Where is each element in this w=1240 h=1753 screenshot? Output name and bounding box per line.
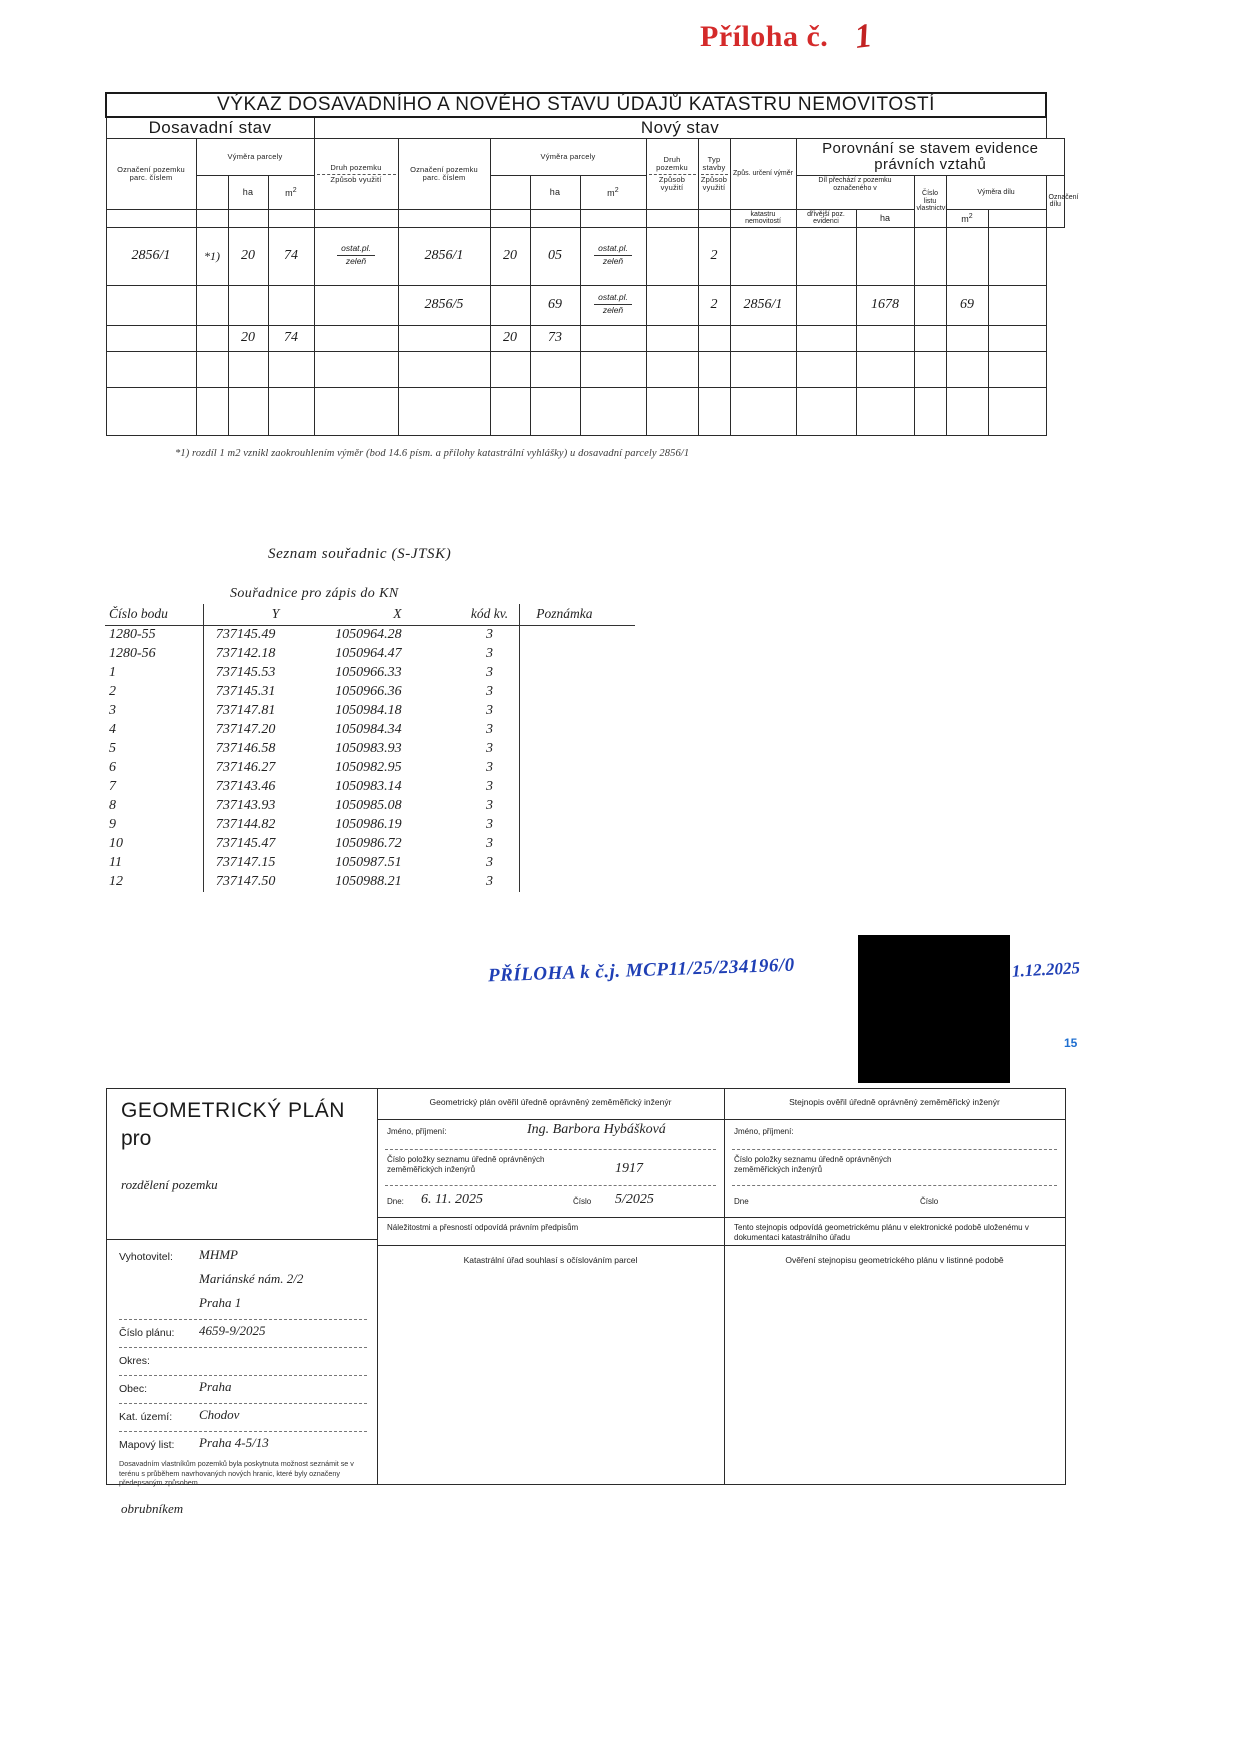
group-header-old: Dosavadní stav: [106, 117, 314, 138]
cell-dil-ha: [914, 227, 946, 285]
spacer-a11: [698, 209, 730, 227]
mid-footer: Náležitostmi a přesností odpovídá právním předpisům: [387, 1223, 579, 1232]
coord-y: 737145.31: [203, 683, 335, 702]
right-footer: Tento stejnopis odpovídá geometrickému plánu v elektronické podobě uloženému v dokumentaci katastrálního úřadu: [734, 1223, 1029, 1243]
coord-kod: 3: [485, 684, 493, 699]
totals-new-m2: 73: [530, 325, 580, 351]
blank2-9: [580, 387, 646, 435]
coord-pozn: [520, 797, 635, 816]
cell-old-m2: 74: [268, 227, 314, 285]
coord-row: [105, 854, 635, 873]
right-bottom-header: Ověření stejnopisu geometrického plánu v listinné podobě: [785, 1255, 1004, 1265]
cislo-planu-label: Číslo plánu:: [119, 1327, 175, 1339]
right-dne-label: Dne: [734, 1197, 749, 1206]
mapovy-list-value: Praha 4-5/13: [199, 1435, 269, 1450]
coord-kod: 3: [485, 722, 493, 737]
mid-cislo-label: Číslo: [573, 1197, 592, 1206]
right-polozka-label: Číslo položky seznamu úředně oprávněných zeměměřických inženýrů: [734, 1155, 892, 1175]
coord-kod: 3: [485, 874, 493, 889]
coord-y: 737146.27: [203, 759, 335, 778]
vyhotovitel-label: Vyhotovitel:: [119, 1251, 173, 1263]
blank-11: [698, 351, 730, 387]
kn-table: [105, 92, 1079, 436]
mid-dne-label: Dne:: [387, 1197, 404, 1206]
blank-2: [196, 351, 228, 387]
blank-3: [228, 351, 268, 387]
coord-bod: 9: [109, 817, 116, 832]
blank-12: [730, 351, 796, 387]
coord-pozn: [520, 645, 635, 664]
mid-cislo-value: 5/2025: [615, 1192, 654, 1207]
coord-pozn: [520, 721, 635, 740]
cell-old-m2: [268, 285, 314, 325]
header-oznaceni-dilu: Označení dílu: [1046, 176, 1064, 227]
mid-dne-value: 6. 11. 2025: [421, 1192, 483, 1207]
spacer-a5: [314, 209, 398, 227]
cell-new-druh: [580, 285, 646, 325]
coord-bod: 1: [109, 665, 116, 680]
blank2-16: [946, 387, 988, 435]
cell-new-ha: [490, 285, 530, 325]
blank2-2: [196, 387, 228, 435]
mid-polozka-label: Číslo položky seznamu úředně oprávněných zeměměřických inženýrů: [387, 1155, 545, 1175]
coord-bod: 10: [109, 836, 123, 851]
coord-x: 1050985.08: [335, 798, 402, 813]
coord-x: 1050966.33: [335, 665, 402, 680]
blank-14: [856, 351, 914, 387]
coord-x: 1050984.18: [335, 703, 402, 718]
coord-header-y: Y: [203, 604, 335, 625]
coord-x: 1050986.19: [335, 817, 402, 832]
totals-spacer-9: [796, 325, 856, 351]
totals-new-ha: 20: [490, 325, 530, 351]
header-new-m2: $m^2$: [580, 176, 646, 210]
header-druh-old-top: Druh pozemku: [330, 163, 382, 172]
annotation-priloha-number: 1: [852, 17, 875, 56]
header-vymera-new: Výměra parcely: [490, 138, 646, 176]
totals-spacer-5: [580, 325, 646, 351]
cell-zpus: 2: [698, 227, 730, 285]
kat-uzemi-label: Kat. území:: [119, 1411, 173, 1423]
cell-new-m2: 69: [530, 285, 580, 325]
mapovy-list-label: Mapový list:: [119, 1439, 175, 1451]
blank2-3: [228, 387, 268, 435]
table-row: [106, 285, 1065, 325]
coord-x: 1050982.95: [335, 760, 402, 775]
header-katastru: katastru nemovitostí: [730, 209, 796, 227]
header-dil-ha: ha: [856, 209, 914, 227]
spacer-a10: [646, 209, 698, 227]
cell-old-parcel: [106, 285, 196, 325]
coord-kod: 3: [485, 817, 493, 832]
coord-row: [105, 645, 635, 664]
gp-pro-label: pro: [121, 1127, 152, 1150]
cell-new-druh-bot: zeleň: [602, 304, 624, 315]
header-oznaceni-new: Označení pozemku parc. číslem: [398, 138, 490, 209]
blank2-12: [730, 387, 796, 435]
cell-old-note: [196, 285, 228, 325]
coord-y: 737145.53: [203, 664, 335, 683]
coord-bod: 8: [109, 798, 116, 813]
blank2-1: [106, 387, 196, 435]
blank-1: [106, 351, 196, 387]
table-blank-row: [106, 351, 1065, 387]
coord-x: 1050987.51: [335, 855, 402, 870]
coord-x: 1050988.21: [335, 874, 402, 889]
header-old-m2: $m^2$: [268, 176, 314, 210]
coord-row: [105, 683, 635, 702]
header-old-note-col: [196, 176, 228, 210]
legend-note-value: obrubníkem: [121, 1501, 184, 1516]
stamp-line-suffix: 15: [1064, 1036, 1078, 1050]
coord-y: 737146.58: [203, 740, 335, 759]
coord-row: [105, 797, 635, 816]
coord-bod: 11: [109, 855, 122, 870]
coord-pozn: [520, 873, 635, 892]
spacer-a3: [228, 209, 268, 227]
table-totals-row: [106, 325, 1065, 351]
totals-spacer-12: [946, 325, 988, 351]
coord-x: 1050984.34: [335, 722, 402, 737]
coord-x: 1050983.14: [335, 779, 402, 794]
cell-new-parcel: 2856/1: [398, 227, 490, 285]
coord-bod: 1280-55: [109, 627, 156, 642]
cell-dil-ha: [914, 285, 946, 325]
coordinates-table: [105, 604, 635, 892]
header-typ-stavby-top: Typ stavby: [702, 155, 726, 172]
header-oznaceni-old: Označení pozemku parc. číslem: [106, 138, 196, 209]
kn-table-footnote: *1) rozdíl 1 m2 vznikl zaokrouhlením výměr (bod 14.6 písm. a přílohy katastrální vyhlášky) u dosavadní parcely 2856/1: [175, 448, 690, 459]
totals-spacer-1: [106, 325, 196, 351]
vyhotovitel-line2: Mariánské nám. 2/2: [199, 1271, 304, 1286]
cell-new-m2: 05: [530, 227, 580, 285]
kn-table-container: [105, 92, 1079, 436]
coord-y: 737144.82: [203, 816, 335, 835]
cell-dil-katastr: [730, 227, 796, 285]
coord-pozn: [520, 683, 635, 702]
legend-column-middle: [377, 1089, 725, 1484]
blank2-7: [490, 387, 530, 435]
blank-7: [490, 351, 530, 387]
stamp-handwritten-reference: PŘÍLOHA k č.j. MCP11/25/234196/0: [487, 954, 796, 987]
right-jmeno-label: Jméno, příjmení:: [734, 1127, 794, 1136]
cell-cislo-lv: 1678: [856, 285, 914, 325]
cell-oznaceni-dilu: [988, 227, 1046, 285]
blank2-10: [646, 387, 698, 435]
group-header-new: Nový stav: [314, 117, 1046, 138]
totals-spacer-4: [398, 325, 490, 351]
blank-15: [914, 351, 946, 387]
gp-purpose: rozdělení pozemku: [121, 1177, 218, 1192]
blank-4: [268, 351, 314, 387]
coord-row: [105, 625, 635, 645]
cell-old-druh-bot: zeleň: [345, 255, 367, 266]
coord-row: [105, 873, 635, 892]
totals-spacer-6: [646, 325, 698, 351]
redaction-block: [858, 935, 1010, 1083]
coord-kod: 3: [485, 646, 493, 661]
header-vymera-dilu: Výměra dílu: [946, 176, 1046, 210]
header-dil-m2: $m^2$: [946, 209, 988, 227]
coord-y: 737143.46: [203, 778, 335, 797]
annotation-priloha-label: Příloha č.: [700, 20, 829, 53]
blank2-5: [314, 387, 398, 435]
spacer-a9: [580, 209, 646, 227]
legend-column-left: [107, 1089, 378, 1516]
mid-jmeno-value: Ing. Barbora Hybášková: [527, 1122, 666, 1137]
totals-spacer-3: [314, 325, 398, 351]
coord-kod: 3: [485, 779, 493, 794]
coord-row: [105, 759, 635, 778]
cell-new-druh-top: ostat.pl.: [594, 293, 632, 305]
cell-new-druh-bot: zeleň: [602, 255, 624, 266]
coord-bod: 12: [109, 874, 123, 889]
header-drivejsi: dřívější poz. evidenci: [796, 209, 856, 227]
header-old-ha: ha: [228, 176, 268, 210]
coord-bod: 7: [109, 779, 116, 794]
blank2-4: [268, 387, 314, 435]
coord-pozn: [520, 835, 635, 854]
obec-value: Praha: [199, 1379, 232, 1394]
legend-column-right: [724, 1089, 1066, 1484]
coord-y: 737147.15: [203, 854, 335, 873]
blank2-13: [796, 387, 856, 435]
table-row: [106, 227, 1065, 285]
blank-13: [796, 351, 856, 387]
blank-6: [398, 351, 490, 387]
coord-kod: 3: [485, 798, 493, 813]
spacer-a7: [490, 209, 530, 227]
coord-pozn: [520, 816, 635, 835]
coord-bod: 6: [109, 760, 116, 775]
totals-spacer-11: [914, 325, 946, 351]
coord-pozn: [520, 854, 635, 873]
coord-header-kod: kód kv.: [460, 604, 520, 625]
coord-y: 737145.47: [203, 835, 335, 854]
cell-new-druh: [580, 227, 646, 285]
coord-y: 737145.49: [203, 625, 335, 645]
coord-row: [105, 835, 635, 854]
coord-kod: 3: [485, 627, 493, 642]
cell-new-parcel: 2856/5: [398, 285, 490, 325]
coord-x: 1050964.28: [335, 627, 402, 642]
cell-old-ha: 20: [228, 227, 268, 285]
coord-bod: 1280-56: [109, 646, 156, 661]
blank-10: [646, 351, 698, 387]
coord-y: 737147.50: [203, 873, 335, 892]
blank2-11: [698, 387, 730, 435]
cell-old-druh: [314, 285, 398, 325]
coord-header-pozn: Poznámka: [520, 604, 635, 625]
coord-kod: 3: [485, 836, 493, 851]
right-cislo-label: Číslo: [920, 1197, 939, 1206]
coord-kod: 3: [485, 703, 493, 718]
coord-row: [105, 721, 635, 740]
blank2-8: [530, 387, 580, 435]
coord-kod: 3: [485, 741, 493, 756]
coord-kod: 3: [485, 665, 493, 680]
spacer-a1: [106, 209, 196, 227]
vyhotovitel-line3: Praha 1: [199, 1295, 242, 1310]
coord-pozn: [520, 702, 635, 721]
totals-spacer-8: [730, 325, 796, 351]
coord-row: [105, 778, 635, 797]
blank-9: [580, 351, 646, 387]
coord-row: [105, 702, 635, 721]
coord-pozn: [520, 759, 635, 778]
coordinates-title: Seznam souřadnic (S-JTSK): [268, 546, 452, 562]
totals-spacer-13: [988, 325, 1046, 351]
mid-polozka-value: 1917: [615, 1161, 643, 1176]
cell-dil-katastr: 2856/1: [730, 285, 796, 325]
coord-pozn: [520, 778, 635, 797]
coord-pozn: [520, 664, 635, 683]
coord-y: 737147.20: [203, 721, 335, 740]
legend-block: [106, 1088, 1066, 1516]
totals-spacer-7: [698, 325, 730, 351]
coord-kod: 3: [485, 855, 493, 870]
cell-typ-stavby: [646, 285, 698, 325]
header-new-ha: ha: [530, 176, 580, 210]
blank-8: [530, 351, 580, 387]
header-zpus-urceni: Způs. určení výměr: [730, 138, 796, 209]
blank2-6: [398, 387, 490, 435]
vyhotovitel-line1: MHMP: [199, 1247, 238, 1262]
blank2-17: [988, 387, 1046, 435]
gp-title: GEOMETRICKÝ PLÁN: [121, 1099, 345, 1122]
cell-old-druh-top: ostat.pl.: [337, 244, 375, 256]
header-new-spacer: [490, 176, 530, 210]
coord-bod: 5: [109, 741, 116, 756]
blank-17: [988, 351, 1046, 387]
cell-cislo-lv: [856, 227, 914, 285]
coord-y: 737147.81: [203, 702, 335, 721]
cislo-planu-value: 4659-9/2025: [199, 1323, 266, 1338]
cell-old-druh: [314, 227, 398, 285]
totals-spacer-10: [856, 325, 914, 351]
okres-label: Okres:: [119, 1355, 150, 1367]
header-dil-prechazi: Díl přechází z pozemku označeného v: [796, 176, 914, 210]
right-header: Stejnopis ověřil úředně oprávněný zeměměřický inženýr: [789, 1097, 1000, 1107]
header-zpusob-new: Způsob využití: [649, 174, 696, 192]
totals-spacer-2: [196, 325, 228, 351]
coord-y: 737142.18: [203, 645, 335, 664]
coord-header-bod: Číslo bodu: [105, 604, 203, 625]
coord-x: 1050986.72: [335, 836, 402, 851]
cell-dil-drivejsi: [796, 227, 856, 285]
obec-label: Obec:: [119, 1383, 148, 1395]
header-typ-stavby: [698, 138, 730, 209]
header-vymera-old: Výměra parcely: [196, 138, 314, 176]
coordinates-subtitle: Souřadnice pro zápis do KN: [230, 586, 399, 601]
cell-dil-drivejsi: [796, 285, 856, 325]
mid-bottom-header: Katastrální úřad souhlasí s očíslováním parcel: [463, 1255, 638, 1265]
coord-row: [105, 816, 635, 835]
kn-table-title: VÝKAZ DOSAVADNÍHO A NOVÉHO STAVU ÚDAJŮ KATASTRU NEMOVITOSTÍ: [106, 93, 1046, 117]
cell-old-parcel: 2856/1: [106, 227, 196, 285]
coord-y: 737143.93: [203, 797, 335, 816]
coordinates-header-row: [105, 604, 635, 625]
spacer-a6: [398, 209, 490, 227]
cell-old-ha: [228, 285, 268, 325]
spacer-a4: [268, 209, 314, 227]
cell-old-note: *1): [196, 227, 228, 285]
header-druh-new-top: Druh pozemku: [656, 155, 688, 172]
coord-x: 1050983.93: [335, 741, 402, 756]
header-cislo-listu: Číslo listu vlastnictví: [914, 176, 946, 227]
cell-typ-stavby: [646, 227, 698, 285]
totals-old-ha: 20: [228, 325, 268, 351]
coord-bod: 4: [109, 722, 116, 737]
coord-kod: 3: [485, 760, 493, 775]
cell-zpus: 2: [698, 285, 730, 325]
blank2-15: [914, 387, 946, 435]
blank-16: [946, 351, 988, 387]
kat-uzemi-value: Chodov: [199, 1407, 240, 1422]
cell-dil-m2: [946, 227, 988, 285]
cell-new-druh-top: ostat.pl.: [594, 244, 632, 256]
cell-dil-m2: 69: [946, 285, 988, 325]
coord-x: 1050964.47: [335, 646, 402, 661]
header-zpusob-old: Způsob využití: [317, 174, 396, 184]
mid-header: Geometrický plán ověřil úředně oprávněný zeměměřický inženýr: [429, 1097, 672, 1107]
blank2-14: [856, 387, 914, 435]
spacer-a2: [196, 209, 228, 227]
coord-pozn: [520, 740, 635, 759]
coord-bod: 2: [109, 684, 116, 699]
table-blank-row: [106, 387, 1065, 435]
header-porovnani: Porovnání se stavem evidence právních vztahů: [796, 138, 1065, 176]
coord-x: 1050966.36: [335, 684, 402, 699]
totals-old-m2: 74: [268, 325, 314, 351]
coord-row: [105, 740, 635, 759]
coord-row: [105, 664, 635, 683]
coord-pozn: [520, 625, 635, 645]
header-zpusob-vyuziti2: Způsob využití: [700, 174, 728, 192]
blank-5: [314, 351, 398, 387]
stamp-handwritten-date: 1.12.2025: [1011, 958, 1081, 981]
header-druh-new: [646, 138, 698, 209]
coord-bod: 3: [109, 703, 116, 718]
header-druh-old: [314, 138, 398, 209]
cell-oznaceni-dilu: [988, 285, 1046, 325]
coord-header-x: X: [335, 604, 460, 625]
mid-jmeno-label: Jméno, příjmení:: [387, 1127, 447, 1136]
cell-new-ha: 20: [490, 227, 530, 285]
spacer-a8: [530, 209, 580, 227]
legend-note-text: Dosavadním vlastníkům pozemků byla poskytnuta možnost seznámit se v terénu s průběhem navrhovaných nových hranic, které byly označeny předepsaným způsobem: [119, 1459, 354, 1488]
